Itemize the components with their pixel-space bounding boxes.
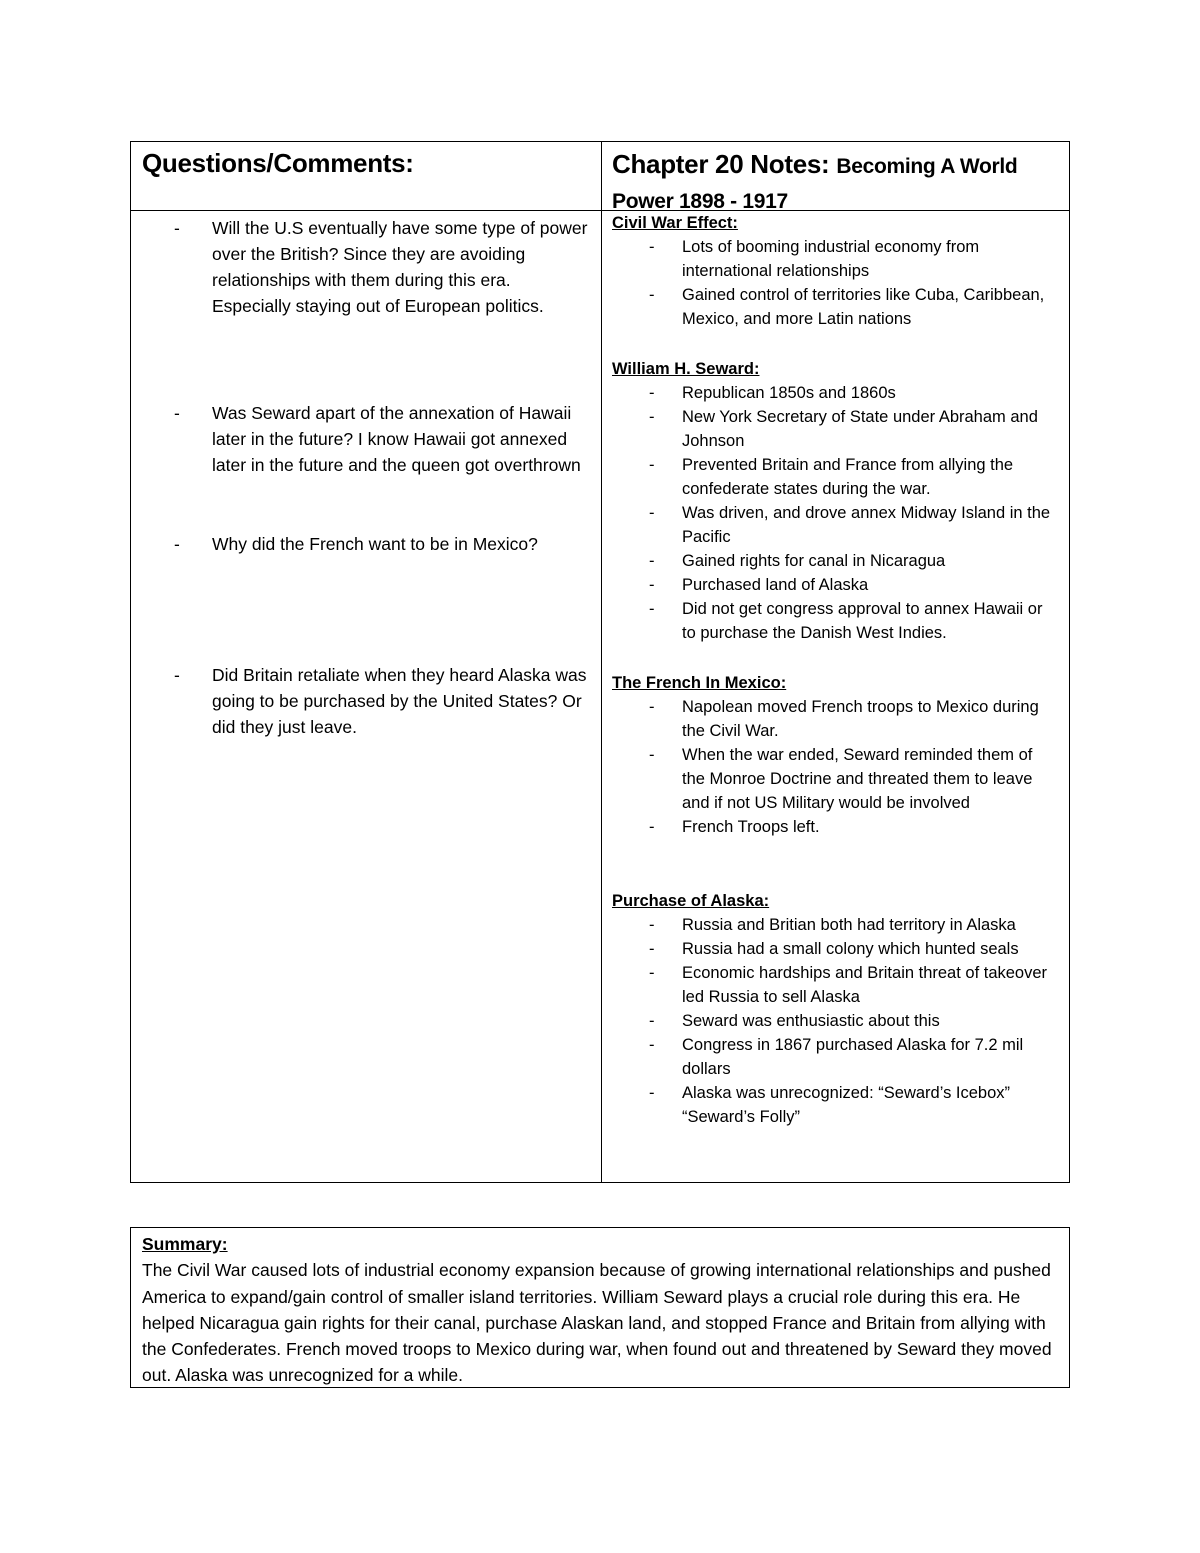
section-heading: The French In Mexico: [612,674,787,692]
summary-heading: Summary: [142,1234,228,1254]
bullet-item: - When the war ended, Seward reminded them of the Monroe Doctrine and threated them to leave and if not US Military would be involved [612,743,1057,815]
notes-section [612,211,1057,331]
chapter-title: Chapter 20 Notes: [612,149,830,179]
bullet-item: - Gained control of territories like Cuba, Caribbean, Mexico, and more Latin nations [612,283,1057,331]
section-bullets [612,913,1057,1129]
bullet-item: - Lots of booming industrial economy from international relationships [612,235,1057,283]
bullet-item: - French Troops left. [612,815,1057,839]
section-heading: William H. Seward: [612,360,760,378]
bullet-item: - Seward was enthusiastic about this [612,1009,1057,1033]
section-heading: Purchase of Alaska: [612,892,770,910]
column-divider [601,142,602,1182]
questions-column: - Will the U.S eventually have some type of power over the British? Since they are avoiding relationships with them during this era. Especially staying out of European politics. - Was Seward apart of the annexation of Hawaii later in the future? I know Hawaii got annexed later in the future and the queen got overthrown - Why did the French want to be in Mexico? - Did Britain retaliate when they heard Alaska was going to be purchased by the United States? Or did they just leave. [131,211,601,1181]
chapter-heading [612,148,1062,218]
bullet-item: - New York Secretary of State under Abraham and Johnson [612,405,1057,453]
summary-text: The Civil War caused lots of industrial economy expansion because of growing international relationships and pushed America to expand/gain control of smaller island territories. William Seward plays a crucial role during this era. He helped Nicaragua gain rights for their canal, purchase Alaskan land, and stopped France and Britain from allying with the Confederates. French moved troops to Mexico during war, when found out and threatened by Seward they moved out. Alaska was unrecognized for a while. [142,1260,1052,1386]
bullet-item: - Russia and Britian both had territory in Alaska [612,913,1057,937]
question-text: Was Seward apart of the annexation of Hawaii later in the future? I know Hawaii got annexed later in the future and the queen got overthrown [212,403,581,475]
notes-column [612,211,1057,1155]
bullet-item: - Was driven, and drove annex Midway Island in the Pacific [612,501,1057,549]
section-bullets [612,235,1057,331]
bullet-item: - Congress in 1867 purchased Alaska for 7.2 mil dollars [612,1033,1057,1081]
bullet-item: - Prevented Britain and France from allying the confederate states during the war. [612,453,1057,501]
section-bullets [612,381,1057,645]
bullet-item: - Alaska was unrecognized: “Seward’s Icebox” “Seward’s Folly” [612,1081,1057,1129]
section-heading: Civil War Effect: [612,214,738,232]
bullet-item: - Russia had a small colony which hunted seals [612,937,1057,961]
questions-comments-heading: Questions/Comments: [142,148,414,178]
notes-section [612,889,1057,1129]
bullet-item: - Economic hardships and Britain threat of takeover led Russia to sell Alaska [612,961,1057,1009]
question-text: Will the U.S eventually have some type of power over the British? Since they are avoiding relationships with them during this era. Especially staying out of European politics. [212,218,588,316]
chapter-subtitle: Becoming A World Power 1898 - 1917 [612,155,1018,213]
bullet-item: - Did not get congress approval to annex Hawaii or to purchase the Danish West Indies. [612,597,1057,645]
bullet-item: - Napolean moved French troops to Mexico during the Civil War. [612,695,1057,743]
notes-section [612,357,1057,645]
question-text: Why did the French want to be in Mexico? [212,534,538,554]
bullet-item: - Purchased land of Alaska [612,573,1057,597]
bullet-item: - Gained rights for canal in Nicaragua [612,549,1057,573]
section-bullets [612,695,1057,839]
cornell-notes-table [130,141,1070,1183]
question-text: Did Britain retaliate when they heard Alaska was going to be purchased by the United States? Or did they just leave. [212,665,587,737]
summary-box [130,1227,1070,1388]
notes-section [612,671,1057,839]
bullet-item: - Republican 1850s and 1860s [612,381,1057,405]
